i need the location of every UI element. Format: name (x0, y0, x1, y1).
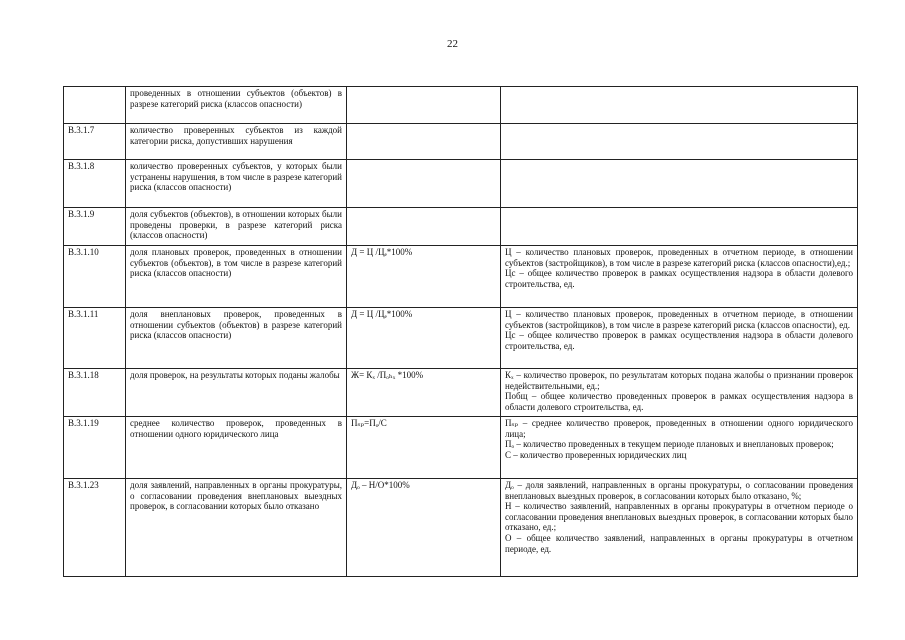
row-code: В.3.1.8 (64, 160, 126, 208)
row-formula (347, 160, 501, 208)
variable-definition: О – общее количество заявлений, направленных в органы прокуратуры в отчетном периоде, ед. (505, 532, 853, 554)
variable-definition: Дₒ – доля заявлений, направленных в органы прокуратуры, о согласовании проведения внеплановых выездных проверок, в согласовании которых было отказано, %; (505, 480, 853, 501)
table-row (64, 369, 858, 417)
row-code (64, 87, 126, 124)
row-description: доля заявлений, направленных в органы прокуратуры, о согласовании проведения внеплановых выездных проверок, в согласовании которых было отказано (126, 479, 347, 577)
row-code: В.3.1.23 (64, 479, 126, 577)
row-variables (501, 160, 858, 208)
row-description: доля плановых проверок, проведенных в отношении субъектов (объектов), в том числе в разрезе категорий риска (классов опасности) (126, 246, 347, 308)
table-row (64, 246, 858, 308)
row-code: В.3.1.11 (64, 308, 126, 369)
variable-definition: Пₒ – количество проведенных в текущем периоде плановых и внеплановых проверок; (505, 439, 834, 450)
row-formula (347, 124, 501, 160)
table-row (64, 160, 858, 208)
row-formula (347, 87, 501, 124)
row-description: среднее количество проверок, проведенных в отношении одного юридического лица (126, 417, 347, 479)
variable-definition: Пₛₚ – среднее количество проверок, проведенных в отношении одного юридического лица; (505, 418, 853, 439)
row-formula: Пₛₚ=Пₒ/С (347, 417, 501, 479)
page-number: 22 (447, 38, 458, 50)
table-row (64, 479, 858, 577)
row-variables (501, 87, 858, 124)
row-variables (501, 417, 858, 479)
row-description: количество проверенных субъектов из каждой категории риска, допустивших нарушения (126, 124, 347, 160)
table-row (64, 87, 858, 124)
row-formula: Д = Ц /Цₑ*100% (347, 246, 501, 308)
row-formula: Ж= Кₓ /Пₒₕₓ *100% (347, 369, 501, 417)
row-code: В.3.1.19 (64, 417, 126, 479)
variable-definition: Цс – общее количество проверок в рамках осуществления надзора в области долевого строительства, ед. (505, 268, 853, 289)
row-formula: Д = Ц /Цₑ*100% (347, 308, 501, 369)
row-variables (501, 369, 858, 417)
table-row (64, 208, 858, 246)
variable-definition: Ц – количество плановых проверок, проведенных в отчетном периоде, в отношении субъектов (застройщиков), в том числе в разрезе категорий риска (классов опасности),ед.; (505, 247, 853, 268)
indicators-table (63, 86, 858, 577)
table-row (64, 308, 858, 369)
row-description: проведенных в отношении субъектов (объектов) в разрезе категорий риска (классов опасности) (126, 87, 347, 124)
variable-definition: Кₓ – количество проверок, по результатам которых подана жалобы о признании проверок недействительными, ед.; (505, 370, 853, 391)
variable-definition: Побщ – общее количество проведенных проверок в рамках осуществления надзора в области долевого строительства, ед. (505, 391, 853, 412)
variable-definition: Цс – общее количество проверок в рамках осуществления надзора в области долевого строительства, ед. (505, 330, 853, 351)
row-description: доля внеплановых проверок, проведенных в отношении субъектов (объектов) в разрезе категорий риска (классов опасности) (126, 308, 347, 369)
row-variables (501, 124, 858, 160)
row-variables (501, 308, 858, 369)
variable-definition: Н – количество заявлений, направленных в органы прокуратуры в отчетном периоде о согласовании проведения внеплановых выездных проверок, в согласовании которых было отказано, ед.; (505, 501, 853, 533)
row-variables (501, 479, 858, 577)
row-formula: Дₒ – Н/О*100% (347, 479, 501, 577)
row-code: В.3.1.9 (64, 208, 126, 246)
row-variables (501, 208, 858, 246)
table-row (64, 417, 858, 479)
row-description: доля проверок, на результаты которых поданы жалобы (126, 369, 347, 417)
row-variables (501, 246, 858, 308)
row-code: В.3.1.7 (64, 124, 126, 160)
row-description: количество проверенных субъектов, у которых были устранены нарушения, в том числе в разрезе категорий риска (классов опасности) (126, 160, 347, 208)
row-description: доля субъектов (объектов), в отношении которых были проведены проверки, в разрезе категорий риска (классов опасности) (126, 208, 347, 246)
variable-definition: Ц – количество плановых проверок, проведенных в отчетном периоде, в отношении субъектов (застройщиков), в том числе в разрезе категорий риска (классов опасности), ед. (505, 309, 853, 330)
table-row (64, 124, 858, 160)
row-formula (347, 208, 501, 246)
row-code: В.3.1.18 (64, 369, 126, 417)
row-code: В.3.1.10 (64, 246, 126, 308)
variable-definition: С – количество проверенных юридических лиц (505, 449, 687, 460)
